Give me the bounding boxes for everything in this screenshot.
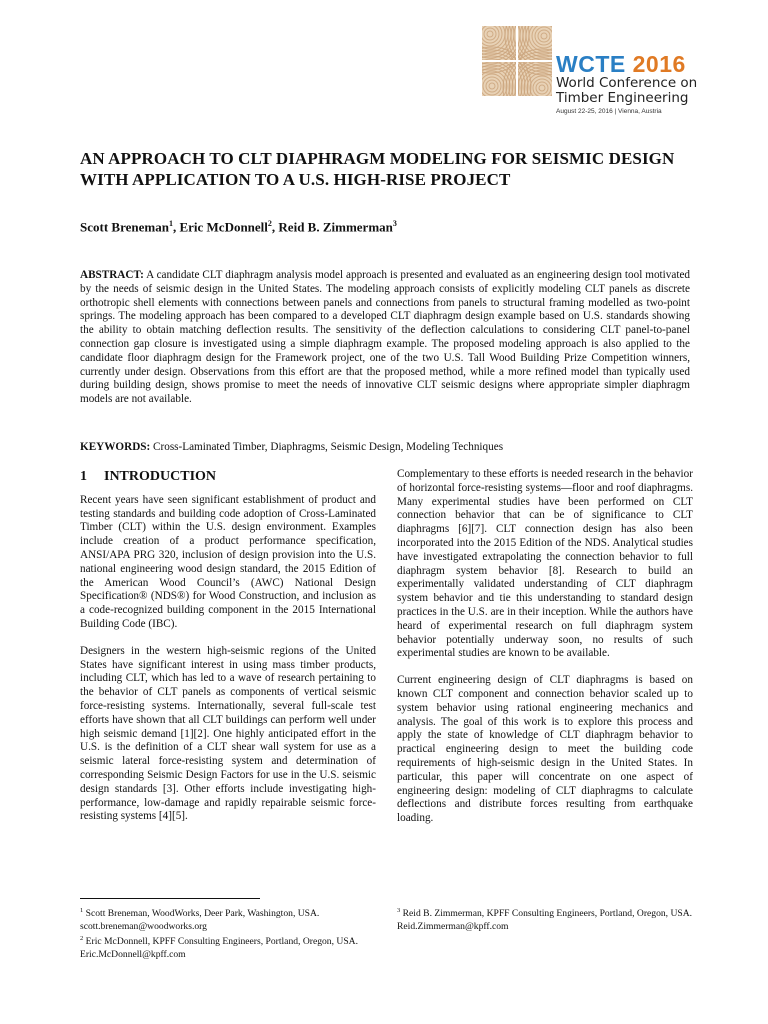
footnote: $^1$ Scott Breneman, WoodWorks, Deer Park, Washington, USA. scott.breneman@woodworks.org	[80, 907, 320, 932]
keywords	[80, 441, 690, 453]
author-name: Scott Breneman	[80, 219, 169, 235]
footnotes-right	[397, 905, 693, 933]
abstract-text: A candidate CLT diaphragm analysis model approach is presented and evaluated as an engineering design tool motivated by the needs of seismic design in the United States. The modeling approach consists of explicitly modeling CLT panels as discrete orthotropic shell elements with connections between panels and connections from panels to structural framing modelled as two-point springs. The modeling approach has been compared to a developed CLT diaphragm design example based on U.S. standards showing the ability to obtain matching deflection results. The sensitivity of the deflection calculations to considering CLT panel-to-panel connection gap closure is investigated using a simple diaphragm example. The proposed modeling approach is also applied to the candidate floor diaphragm design for the Framework project, one of the two U.S. Tall Wood Building Prize Competition winners, currently under design. Observations from this effort are that the proposed method, while a more refined model than typically used during building design, shows promise to meet the needs of innovative CLT seismic designs where appropriate simpler diaphragm models are not available.	[80, 269, 690, 406]
conference-date: August 22-25, 2016 | Vienna, Austria	[556, 108, 662, 115]
paragraph: Complementary to these efforts is needed research in the behavior of horizontal force-resisting systems—floor and roof diaphragms. Many experimental studies have been performed on CLT connection behavior that can be of significance to CLT diaphragms [6][7]. CLT connection design has also been incorporated into the 2015 Edition of the NDS. Analytical studies have investigated extrapolating the connection behavior to full diaphragm system behavior [8]. Research to build an experimentally validated understanding of CLT diaphragm system behavior and tie this understanding to standard design practices in the U.S. are in their inception. While the authors have heard of experimental research on full diaphragm system behavior potentially underway soon, no results of such experimental studies are known to be available.	[397, 468, 693, 660]
author-affiliation-mark: 3	[392, 219, 397, 228]
section-number: 1	[80, 469, 87, 484]
conference-name	[556, 52, 706, 115]
section-title: INTRODUCTION	[104, 469, 217, 484]
paragraph: Current engineering design of CLT diaphragms is based on known CLT component and connection behavior scaled up to system behavior using rational engineering mechanics and analysis. The goal of this work is to explore this process and apply the state of knowledge of CLT diaphragm behavior to practical engineering design to meet the building code requirements of high-seismic design in the United States. In particular, this paper will concentrate on one aspect of engineering design: modeling of CLT diaphragms to calculate deflections and distribute forces resulting from earthquake loading.	[397, 674, 693, 825]
left-column	[80, 468, 376, 837]
paragraph: Recent years have seen significant establishment of product and testing standards and building code adoption of Cross-Laminated Timber (CLT) within the U.S. design environment. Examples include creation of a product performance specification, ANSI/APA PRG 320, inclusion of design provision into the U.S. national engineering wood design standard, the 2015 Edition of the American Wood Council’s (AWC) National Design Specification® (NDS®) for Wood Construction, and inclusion as a code-recognized building component in the 2015 International Building Code (IBC).	[80, 493, 376, 630]
footnotes-left	[80, 905, 376, 961]
author-affiliation-mark: 1	[168, 219, 173, 228]
author-name: Eric McDonnell	[179, 219, 268, 235]
author-name: Reid B. Zimmerman	[278, 219, 393, 235]
author-affiliation-mark: 2	[267, 219, 272, 228]
footnote: $^2$ Eric McDonnell, KPFF Consulting Engineers, Portland, Oregon, USA. Eric.McDonnell@kpff.com	[80, 935, 358, 960]
abstract	[80, 269, 690, 407]
footnote: $^3$ Reid B. Zimmerman, KPFF Consulting Engineers, Portland, Oregon, USA. Reid.Zimmerman@kpff.com	[397, 907, 693, 932]
abstract-label: ABSTRACT:	[80, 269, 144, 281]
paragraph: Designers in the western high-seismic regions of the United States have significant interest in using mass timber products, including CLT, which has led to a wave of research pertaining to the behavior of CLT panels as components of vertical seismic force-resisting systems. Internationally, several full-scale test efforts have shown that all CLT buildings can perform well under high seismic demand [1][2]. One highly anticipated effort in the U.S. is the definition of a CLT shear wall system for use as a seismic lateral force-resisting system and determination of corresponding Seismic Design Factors for use in the U.S. seismic design standards [3]. Other efforts include investigating high-performance, low-damage and rapidly repairable seismic force-resisting systems [4][5].	[80, 644, 376, 823]
conference-name-line1: World Conference on	[556, 75, 698, 91]
right-column	[397, 468, 693, 839]
author-list: Scott Breneman$^1$, Eric McDonnell$^2$, Reid B. Zimmerman$^3$	[80, 219, 397, 235]
keywords-text: Cross-Laminated Timber, Diaphragms, Seismic Design, Modeling Techniques	[150, 441, 504, 453]
keywords-label: KEYWORDS:	[80, 441, 151, 453]
tree-rings-icon	[482, 26, 552, 96]
footnote-divider	[80, 898, 260, 899]
conference-logo	[482, 26, 702, 136]
paper-title: AN APPROACH TO CLT DIAPHRAGM MODELING FOR SEISMIC DESIGN WITH APPLICATION TO A U.S. HIGH-RISE PROJECT	[80, 149, 675, 189]
conference-name-line2: Timber Engineering	[556, 90, 689, 106]
conference-acronym: WCTE 2016	[556, 51, 686, 77]
section-heading	[80, 470, 376, 484]
